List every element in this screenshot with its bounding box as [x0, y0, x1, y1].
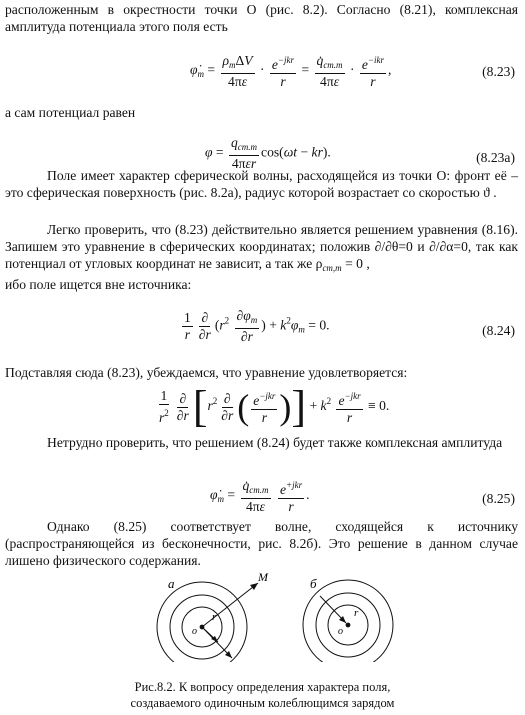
equation-number: (8.23а): [476, 150, 515, 165]
paragraph-wave: [5, 167, 518, 201]
figure-label-a: а: [168, 576, 175, 591]
paragraph-potential-text: а сам потенциал равен: [5, 105, 136, 120]
figure-label-o-right: o: [338, 626, 343, 637]
figure-converging: [303, 580, 393, 662]
paragraph-converging: [5, 518, 518, 569]
equation-8-24: [0, 308, 525, 348]
equation-number: (8.23): [482, 64, 515, 79]
paragraph-verify-text: Легко проверить, что (8.23) действительно является решением уравнения (8.16). Запишем это уравнение в сферических координатах; положив ∂/∂θ=0 и ∂/∂α=0, так как потенциал от угловых координат не зависит, а так же ρ: [5, 222, 518, 271]
equation-8-25: [0, 477, 525, 519]
paragraph-verify-tail: = 0 ,: [341, 256, 370, 271]
rho-subscript: cm,m: [322, 263, 342, 273]
paragraph-verify-end-text: ибо поле ищется вне источника:: [5, 277, 192, 292]
paragraph-intro-text: расположенным в окрестности точки O (рис. 8.2). Согласно (8.21), комплексная амплитуда потенциала этого поля есть: [5, 2, 518, 34]
paragraph-converging-text: Однако (8.25) соответствует волне, сходящейся к источнику (распространяющейся из бесконечности, рис. 8.2б). Это решение в данном случае лишено физического содержания.: [5, 519, 518, 568]
equation-check: [0, 383, 525, 431]
equation-number: (8.24): [482, 323, 515, 338]
paragraph-intro: [5, 1, 518, 35]
figure-8-2: [0, 572, 525, 662]
figure-caption-line2: создаваемого одиночным колеблющимся зарядом: [130, 696, 395, 710]
equation-number: (8.25): [482, 491, 515, 506]
equation-8-23a-body: φ = $\frac{q_{cm.m}}{\text{4πεr}}$ cos(ωt − kr).: [205, 135, 331, 171]
paragraph-potential: [5, 104, 518, 121]
equation-8-23: [0, 52, 525, 92]
equation-8-23-body: $\varphi̇_m$ = $\frac{\rho_m\Delta V}{4\pi\varepsilon}$ · $\frac{e^{-jkr}}{r}$ = $\frac{q̇_{cm.m}}{4\pi\varepsilon}$ · $\frac{e^{-ikr}}{r}$ ,: [190, 52, 392, 89]
paragraph-wave-text: Поле имеет характер сферической волны, расходящейся из точки O: фронт её – это сферическая поверхность (рис. 8.2а), радиус которой возрастает со скоростью ϑ .: [5, 168, 518, 200]
paragraph-substitute-text: Подставляя сюда (8.23), убеждаемся, что уравнение удовлетворяется:: [5, 365, 408, 380]
paragraph-verify: [5, 221, 518, 277]
figure-diverging: [157, 582, 258, 662]
figure-label-m: M: [258, 572, 268, 584]
paragraph-verify-end: [5, 276, 518, 293]
paragraph-substitute: [5, 364, 518, 381]
paragraph-other-solution: [5, 434, 518, 451]
equation-8-24-body: $\frac{1}{r}$ $\frac{\partial}{\partial r}$ ($r^2$ $\frac{\partial\varphi_m}{\partial r}$ ) + $k^2\varphi_m = 0$.: [184, 308, 330, 344]
equation-check-body: $\frac{1}{r^2}$ $\frac{\partial}{\partial r}$ [$r^2$ $\frac{\partial}{\partial r}$ ( $\frac{e^{-jkr}}{r}$ )] + $k^2$ $\frac{e^{-jkr}}{r}$ ≡ 0.: [159, 382, 390, 431]
equation-8-25-body: $\varphi̇_m$ = $\frac{q̇_{cm.m}}{4\pi\varepsilon}$ $\frac{e^{+jkr}}{r}$ .: [210, 477, 310, 514]
paragraph-other-solution-text: Нетрудно проверить, что решением (8.24) будет также комплексная амплитуда: [47, 435, 503, 450]
figure-caption-line1: Рис.8.2. К вопросу определения характера поля,: [134, 680, 391, 694]
figure-label-b: б: [310, 576, 317, 591]
figure-label-r-right: r: [354, 607, 359, 619]
figure-label-o-left: o: [192, 626, 197, 637]
figure-label-r-left: r: [212, 611, 217, 623]
